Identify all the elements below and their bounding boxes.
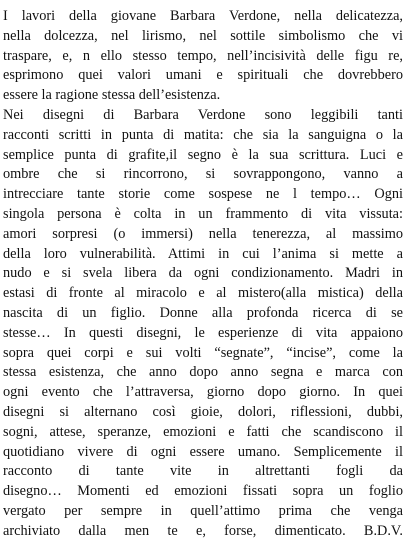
text-line: archiviato dalla men te e, forse, dimenticato. B.D.V.	[3, 522, 403, 539]
text-line: racconto di tante vite in altrettanti fogli da	[3, 463, 403, 480]
text-line: sopra quei corpi e sui volti “segnate”, “incise”, come la	[3, 344, 403, 361]
text-line: traspare, e, n ello stesso tempo, nell’incisività delle figu re,	[3, 47, 403, 64]
body-text	[3, 7, 403, 542]
text-line: essere la ragione stessa dell’esistenza.	[3, 87, 221, 104]
text-line: nella dolcezza, nel lirismo, nel sottile simbolismo che vi	[3, 27, 403, 44]
text-line: sogni, attese, speranze, emozioni e fatti che scandiscono il	[3, 423, 403, 440]
text-line: vergato per sempre in quell’attimo prima che venga	[3, 502, 403, 519]
text-line: disegno… Momenti ed emozioni fissati sopra un foglio	[3, 483, 403, 500]
text-line: disegni si alternano così gioie, dolori, riflessioni, dubbi,	[3, 403, 403, 420]
text-line: nudo e si svela libera da ogni condizionamento. Madri in	[3, 265, 403, 282]
text-line: amori sorpresi (o immersi) nella tenerezza, al massimo	[3, 225, 403, 242]
text-line: ombre che si rincorrono, si sovrappongono, vanno a	[3, 166, 403, 183]
text-line: intrecciare tante storie come sospese ne l tempo… Ogni	[3, 186, 403, 203]
text-line: nascita di un figlio. Donne alla profonda ricerca di se	[3, 304, 403, 321]
text-line: esprimono quei valori umani e spirituali che dovrebbero	[3, 67, 403, 84]
text-line: semplice punta di grafite,il segno è la sua scrittura. Luci e	[3, 146, 403, 163]
text-line: della loro vulnerabilità. Attimi in cui l’anima si mette a	[3, 245, 403, 262]
text-line: stessa esistenza, che anno dopo anno segna e marca con	[3, 364, 403, 381]
text-line: quotidiano vivere di ogni essere umano. Semplicemente il	[3, 443, 403, 460]
text-line: Nei disegni di Barbara Verdone sono leggibili tanti	[3, 106, 403, 123]
text-line: racconti scritti in punta di matita: che sia la sanguigna o la	[3, 126, 403, 143]
text-line: stesse… In questi disegni, le esperienze di vita appaiono	[3, 324, 403, 341]
text-line: estasi di fronte al miracolo e al mistero(alla mistica) della	[3, 285, 403, 302]
text-line: I lavori della giovane Barbara Verdone, nella delicatezza,	[3, 8, 403, 24]
text-line: singola persona è colta in un frammento di vita vissuta:	[3, 205, 403, 222]
text-line: ogni evento che l’attraversa, giorno dopo giorno. In quei	[3, 384, 403, 401]
